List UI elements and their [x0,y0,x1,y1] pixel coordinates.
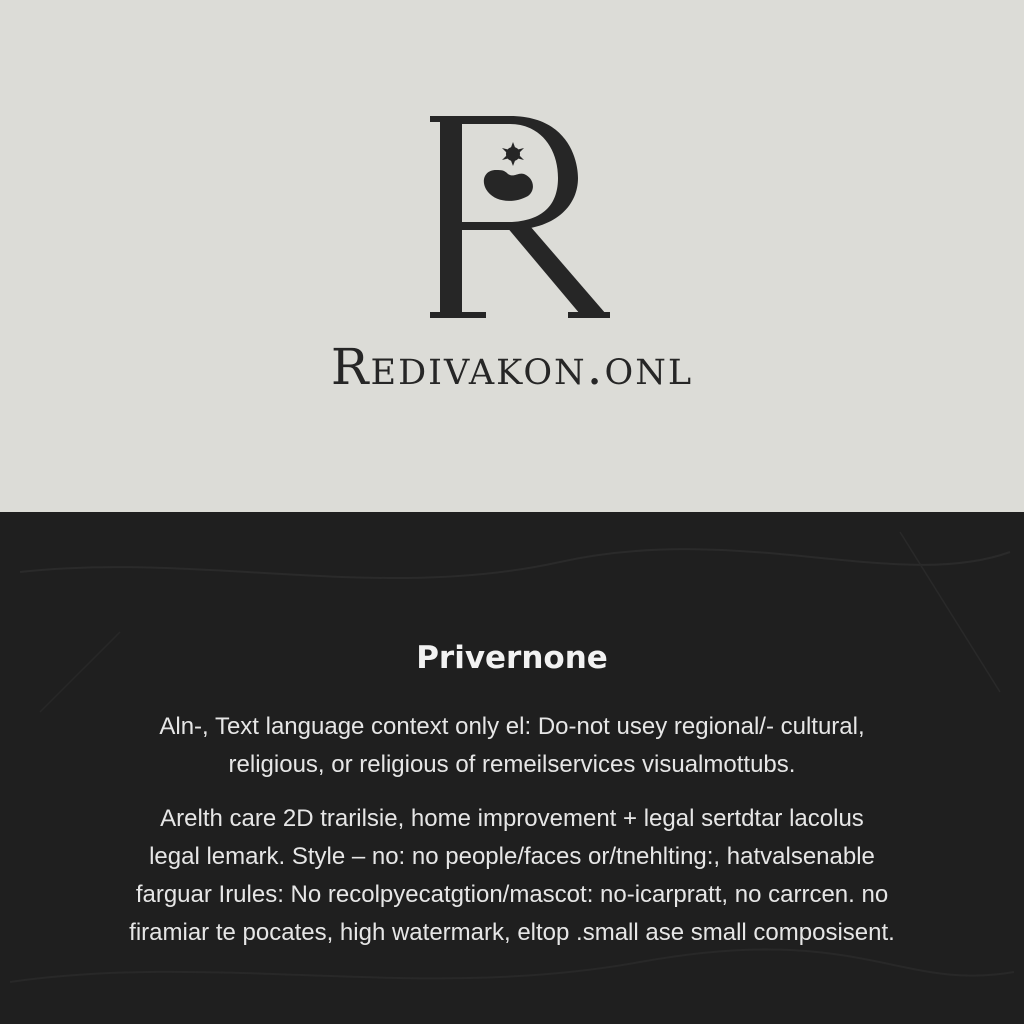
brand-name: Redivakon.onl [330,338,694,396]
paragraph-2-line-2: legal lemark. Style – no: no people/faces or/tnehlting:, hatvalsenable [149,843,875,870]
paragraph-1-line-1: Aln-, Text language context only el: Do-not usey regional/- cultural, [159,713,865,740]
info-panel [0,512,1024,1024]
paragraph-2-line-3: farguar Irules: No recolpyecatgtion/mascot: no-icarpratt, no carrcen. no [135,881,889,908]
section-heading: Privernone [416,640,608,676]
paragraph-2 [60,800,964,952]
paragraph-2-line-4: firamiar te pocates, high watermark, eltop .small ase small composisent. [129,919,895,946]
paragraph-1 [60,708,964,784]
r-monogram-logo [418,108,618,328]
paragraph-2-line-1: Arelth care 2D trarilsie, home improvement + legal sertdtar lacolus [160,805,864,832]
paragraph-1-line-2: religious, or religious of remeilservices visualmottubs. [228,751,796,778]
